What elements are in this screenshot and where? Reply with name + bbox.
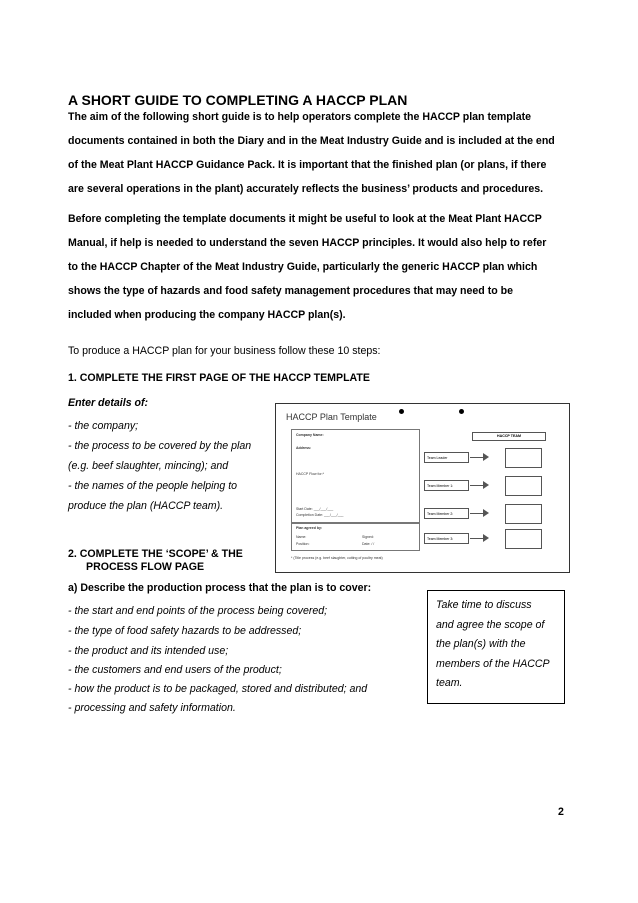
thumb-haccp-team: HACCP TEAM	[472, 432, 546, 441]
paragraph-line: shows the type of hazards and food safety management procedures that may need to be	[68, 285, 514, 297]
thumb-name-box	[505, 504, 542, 524]
detail-item: (e.g. beef slaughter, mincing); and	[68, 460, 229, 472]
thumb-plan-agreed: Plan agreed by:	[296, 526, 323, 530]
thumb-address-label: Address:	[296, 446, 312, 450]
scope-item: - processing and safety information.	[68, 702, 236, 714]
thumb-team-member-3: Team Member 3:	[424, 533, 469, 544]
thumb-name-box	[505, 476, 542, 496]
paragraph-line: Before completing the template documents it might be useful to look at the Meat Plant HACCP	[68, 213, 542, 225]
paragraph-line: are several operations in the plant) accurately reflects the business’ products and procedures.	[68, 183, 544, 195]
detail-item: produce the plan (HACCP team).	[68, 500, 224, 512]
thumb-team-leader: Team Leader	[424, 452, 469, 463]
paragraph-line: documents contained in both the Diary and in the Meat Industry Guide and is included at the end	[68, 135, 555, 147]
paragraph-line: to the HACCP Chapter of the Meat Industry Guide, particularly the generic HACCP plan which	[68, 261, 538, 273]
haccp-template-thumbnail	[275, 403, 570, 573]
scope-item: - the product and its intended use;	[68, 645, 229, 657]
intro-paragraph-1	[68, 105, 578, 201]
tip-note-box	[427, 590, 565, 704]
thumb-team-member-2: Team Member 2:	[424, 508, 469, 519]
arrow-icon	[483, 481, 489, 489]
paragraph-line: included when producing the company HACCP plan(s).	[68, 309, 346, 321]
thumb-position: Position:	[296, 542, 310, 546]
thumbnail-details-box	[291, 429, 420, 523]
detail-item: - the names of the people helping to	[68, 480, 238, 492]
intro-paragraph-2	[68, 207, 578, 327]
note-line: the plan(s) with the	[436, 638, 526, 650]
paragraph-line: of the Meat Plant HACCP Guidance Pack. It is important that the finished plan (or plans, if there	[68, 159, 547, 171]
thumb-team-member-1: Team Member 1:	[424, 480, 469, 491]
scope-item: - the customers and end users of the product;	[68, 664, 282, 676]
step-2-heading-cont: PROCESS FLOW PAGE	[86, 561, 205, 573]
arrow-line	[470, 538, 484, 539]
thumb-signed: Signed:	[362, 535, 374, 539]
thumbnail-agreement-box	[291, 523, 420, 551]
detail-item: - the process to be covered by the plan	[68, 440, 252, 452]
scope-item: - the start and end points of the process being covered;	[68, 605, 328, 617]
detail-item: - the company;	[68, 420, 139, 432]
thumb-company-label: Company Name:	[296, 433, 324, 437]
arrow-line	[470, 457, 484, 458]
thumb-footnote: * (Title process (e.g. beef slaughter, cutting of poultry meat)	[291, 556, 383, 560]
enter-details-label: Enter details of:	[68, 397, 149, 409]
arrow-icon	[483, 453, 489, 461]
arrow-icon	[483, 534, 489, 542]
note-line: team.	[436, 677, 463, 689]
scope-item: - how the product is to be packaged, stored and distributed; and	[68, 683, 368, 695]
note-line: and agree the scope of	[436, 618, 545, 631]
step-2a-heading: a) Describe the production process that the plan is to cover:	[68, 582, 372, 594]
page-title: A SHORT GUIDE TO COMPLETING A HACCP PLAN	[68, 92, 408, 108]
note-line: Take time to discuss	[436, 599, 532, 611]
steps-intro: To produce a HACCP plan for your business follow these 10 steps:	[68, 345, 381, 357]
bullet-dot	[399, 409, 404, 414]
thumb-completion-date: Completion Date: ___/___/___	[296, 513, 344, 517]
paragraph-line: The aim of the following short guide is to help operators complete the HACCP plan template	[68, 111, 532, 123]
thumb-name-box	[505, 529, 542, 549]
thumb-flow-label: HACCP Flow for:*	[296, 472, 324, 476]
thumb-date: Date: / /	[362, 542, 375, 546]
thumbnail-title: HACCP Plan Template	[286, 412, 377, 422]
arrow-line	[470, 485, 484, 486]
paragraph-line: Manual, if help is needed to understand the seven HACCP principles. It would also help to refer	[68, 237, 547, 249]
arrow-icon	[483, 509, 489, 517]
page-number: 2	[558, 806, 564, 818]
bullet-dot	[459, 409, 464, 414]
step-2-heading: 2. COMPLETE THE ‘SCOPE’ & THE	[68, 548, 243, 560]
step-1-heading: 1. COMPLETE THE FIRST PAGE OF THE HACCP TEMPLATE	[68, 372, 370, 384]
thumb-name-box	[505, 448, 542, 468]
thumb-name: Name:	[296, 535, 307, 539]
arrow-line	[470, 513, 484, 514]
thumb-start-date: Start Date: ___/___/___	[296, 507, 334, 511]
scope-item: - the type of food safety hazards to be addressed;	[68, 625, 302, 637]
note-line: members of the HACCP	[436, 657, 550, 670]
